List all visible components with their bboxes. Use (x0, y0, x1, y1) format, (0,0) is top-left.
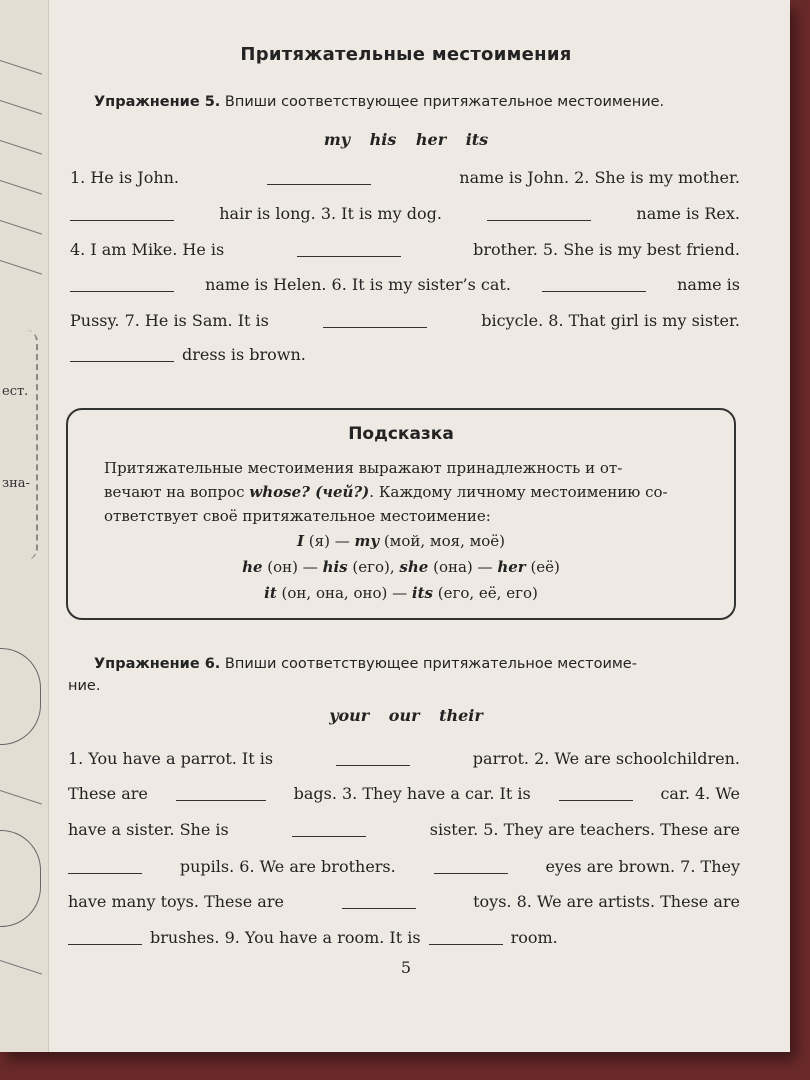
margin-line (0, 260, 42, 275)
answer-blank[interactable] (68, 857, 142, 874)
answer-blank[interactable] (70, 275, 174, 292)
answer-blank[interactable] (176, 784, 266, 801)
exercise-6-label: Упражнение 6. (94, 656, 221, 672)
answer-blank[interactable] (429, 928, 503, 945)
margin-line (0, 960, 42, 975)
exercise-5-line: 4. I am Mike. He is brother. 5. She is my best friend. (70, 240, 740, 259)
exercise-6-instruction: Впиши соответствующее притяжательное местоиме- (224, 656, 637, 672)
exercise-6-line: 1. You have a parrot. It is parrot. 2. We are schoolchildren. (68, 749, 740, 768)
hint-box (66, 408, 736, 620)
margin-fragment: ест. (2, 384, 29, 399)
answer-blank[interactable] (267, 168, 371, 185)
page-title: Притяжательные местоимения (240, 44, 572, 65)
answer-blank[interactable] (559, 784, 633, 801)
margin-drawing (0, 648, 41, 745)
exercise-6-line: These are bags. 3. They have a car. It is car. 4. We (68, 784, 740, 803)
exercise-6-heading-cont: ние. (68, 678, 101, 694)
hint-text: ответствует своё притяжательное местоимение: (104, 507, 491, 525)
margin-fragment: зна- (2, 476, 30, 491)
margin-drawing (0, 830, 41, 927)
answer-blank[interactable] (297, 240, 401, 257)
left-page-edge (0, 0, 49, 1052)
exercise-5-line: dress is brown. (70, 345, 306, 364)
exercise-6-line: have many toys. These are toys. 8. We are artists. These are (68, 892, 740, 911)
exercise-5-line: name is Helen. 6. It is my sister’s cat. name is (70, 275, 740, 294)
margin-line (0, 140, 42, 155)
margin-line (0, 60, 42, 75)
exercise-5-line: Pussy. 7. He is Sam. It is bicycle. 8. That girl is my sister. (70, 311, 740, 330)
exercise-6-line: pupils. 6. We are brothers. eyes are brown. 7. They (68, 857, 740, 876)
exercise-6-line: have a sister. She is sister. 5. They are teachers. These are (68, 820, 740, 839)
hint-pronoun-row: I (я) — my (мой, моя, моё) (296, 532, 506, 550)
hint-text: вечают на вопрос whose? (чей?). Каждому личному местоимению со- (104, 483, 668, 501)
margin-wavy-border (6, 330, 38, 560)
answer-blank[interactable] (487, 204, 591, 221)
exercise-5-label: Упражнение 5. (94, 94, 221, 110)
answer-blank[interactable] (342, 892, 416, 909)
answer-blank[interactable] (323, 311, 427, 328)
exercise-5-line: hair is long. 3. It is my dog. name is Rex. (70, 204, 740, 223)
margin-line (0, 100, 42, 115)
exercise-5-line: 1. He is John. name is John. 2. She is my mother. (70, 168, 740, 187)
answer-blank[interactable] (434, 857, 508, 874)
exercise-5-word-bank: my his her its (323, 130, 489, 149)
margin-line (0, 790, 42, 805)
hint-pronoun-row: he (он) — his (его), she (она) — her (её) (242, 558, 560, 576)
answer-blank[interactable] (336, 749, 410, 766)
exercise-5-heading (94, 94, 664, 110)
hint-title: Подсказка (348, 424, 454, 444)
hint-text: Притяжательные местоимения выражают принадлежность и от- (104, 459, 623, 477)
page-number: 5 (400, 958, 412, 977)
exercise-6-line: brushes. 9. You have a room. It is room. (68, 928, 558, 947)
exercise-5-instruction: Впиши соответствующее притяжательное местоимение. (224, 94, 665, 110)
exercise-6-heading (94, 656, 637, 672)
answer-blank[interactable] (542, 275, 646, 292)
answer-blank[interactable] (70, 345, 174, 362)
margin-line (0, 220, 42, 235)
margin-line (0, 180, 42, 195)
answer-blank[interactable] (70, 204, 174, 221)
answer-blank[interactable] (292, 820, 366, 837)
answer-blank[interactable] (68, 928, 142, 945)
hint-pronoun-row: it (он, она, оно) — its (его, её, его) (264, 584, 538, 602)
exercise-6-word-bank: your our their (329, 706, 483, 725)
